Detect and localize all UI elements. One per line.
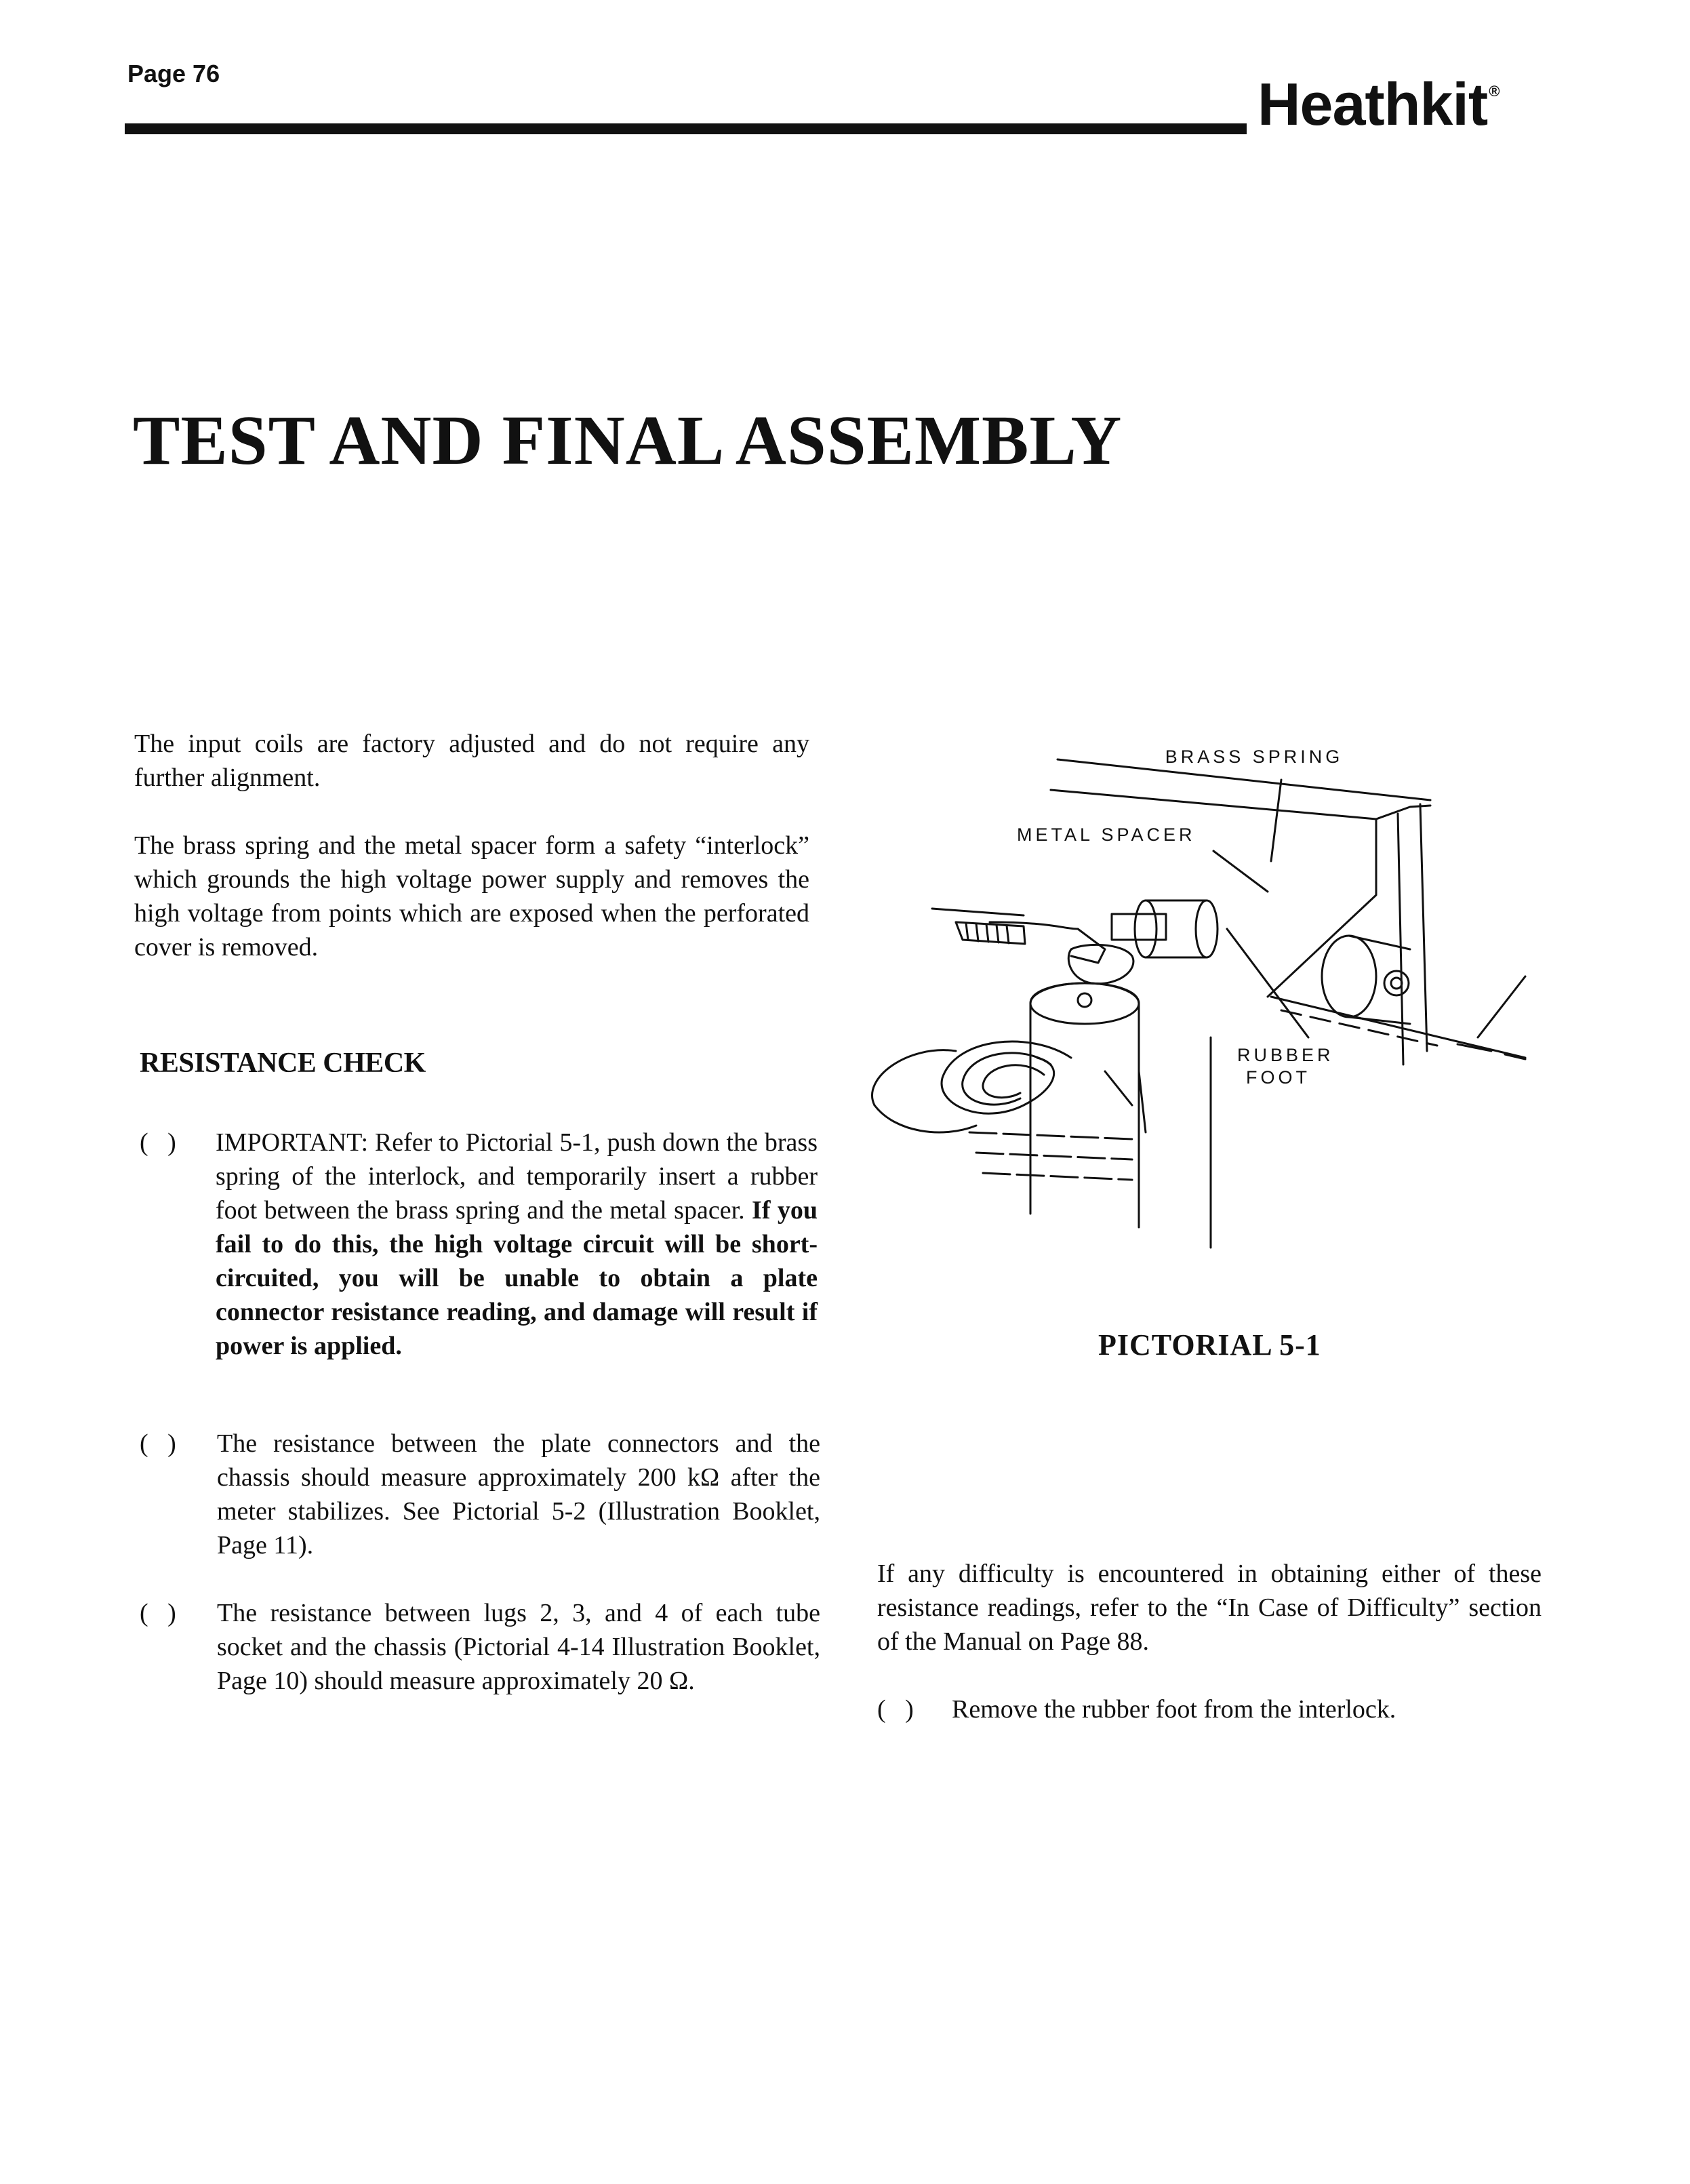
step-1-checkbox[interactable]: ( ) (140, 1128, 176, 1157)
checklist-step-3 (140, 1596, 820, 1745)
difficulty-paragraph: If any difficulty is encountered in obtaining either of these resistance readings, refer to the “In Case of Difficulty” section of the Manual on Page 88. (877, 1560, 1542, 1656)
final-step-text: Remove the rubber foot from the interlock. (952, 1695, 1396, 1724)
rear-nut (1384, 971, 1409, 995)
page-title: TEST AND FINAL ASSEMBLY (133, 401, 1123, 479)
brand-name: Heathkit (1258, 71, 1488, 138)
label-metal-spacer: METAL SPACER (1017, 825, 1196, 845)
registered-mark: ® (1489, 83, 1500, 100)
intro-paragraph-2: The brass spring and the metal spacer form a safety “interlock” which grounds the high voltage power supply and removes the high voltage from points which are exposed when the perforated cover is removed. (134, 831, 809, 961)
chassis-corner-edge (1478, 976, 1525, 1037)
label-rubber-foot-line-2: FOOT (1246, 1067, 1310, 1088)
rubber-foot (1068, 945, 1133, 983)
lead-wire (932, 909, 1024, 915)
step-1-text: IMPORTANT: Refer to Pictorial 5-1, push down the brass spring of the interlock, and temporarily insert a rubber foot between the brass spring and the metal spacer. (216, 1128, 818, 1225)
metal-spacer-end (1135, 900, 1156, 957)
can-capacitor-terminal (1078, 993, 1091, 1007)
step-2-checkbox[interactable]: ( ) (140, 1429, 176, 1458)
step-3-text: The resistance between lugs 2, 3, and 4 of each tube socket and the chassis (Pictorial 4-14 Illustration Booklet, Page 10) should measure approximately 20 Ω. (217, 1599, 820, 1695)
step-3-checkbox[interactable]: ( ) (140, 1599, 176, 1627)
step-1-text-block (216, 1126, 818, 1363)
final-step (877, 1692, 1542, 1733)
resistance-check-heading: RESISTANCE CHECK (140, 1048, 426, 1079)
brand-logo (1258, 71, 1500, 138)
final-step-checkbox[interactable]: ( ) (877, 1695, 914, 1724)
label-rubber-foot-line-1: RUBBER (1237, 1045, 1334, 1065)
brass-spring-leader (1271, 780, 1281, 861)
rear-nut-hole (1391, 978, 1402, 989)
step-1-warning: If you fail to do this, the high voltage circuit will be short-circuited, you will be unable to obtain a plate connector resistance reading, and damage will result if power is applied. (216, 1196, 818, 1360)
rubber-foot-leader (1227, 929, 1308, 1037)
rear-knob-face (1322, 936, 1376, 1017)
pictorial-5-1-illustration (847, 726, 1539, 1254)
metal-spacer-body (1146, 900, 1207, 957)
can-capacitor-top (1030, 983, 1139, 1227)
chassis-inner-edge (1281, 1010, 1437, 1046)
header-rule (125, 123, 1247, 134)
intro-paragraph-1: The input coils are factory adjusted and do not require any further alignment. (134, 730, 809, 792)
label-brass-spring: BRASS SPRING (1165, 747, 1344, 767)
can-capacitor-rim (1030, 983, 1139, 1024)
bracket-post-far (1420, 804, 1427, 1051)
metal-spacer-face (1196, 900, 1218, 957)
checklist-step-1 (140, 1126, 818, 1397)
rf-coil-bottom-loop (874, 1105, 976, 1132)
page-number: Page 76 (127, 60, 220, 87)
brass-spring-bar (1112, 914, 1166, 940)
step-2-text: The resistance between the plate connectors and the chassis should measure approximately 200 kΩ after the meter stabilizes. See Pictorial 5-2 (Illustration Booklet, Page 11). (217, 1429, 820, 1560)
metal-spacer-leader (1213, 851, 1268, 892)
checklist-step-2 (140, 1427, 820, 1576)
coil-windings (969, 1132, 1132, 1180)
pictorial-caption: PICTORIAL 5-1 (1098, 1328, 1321, 1362)
rf-coil-inner (983, 1065, 1044, 1098)
